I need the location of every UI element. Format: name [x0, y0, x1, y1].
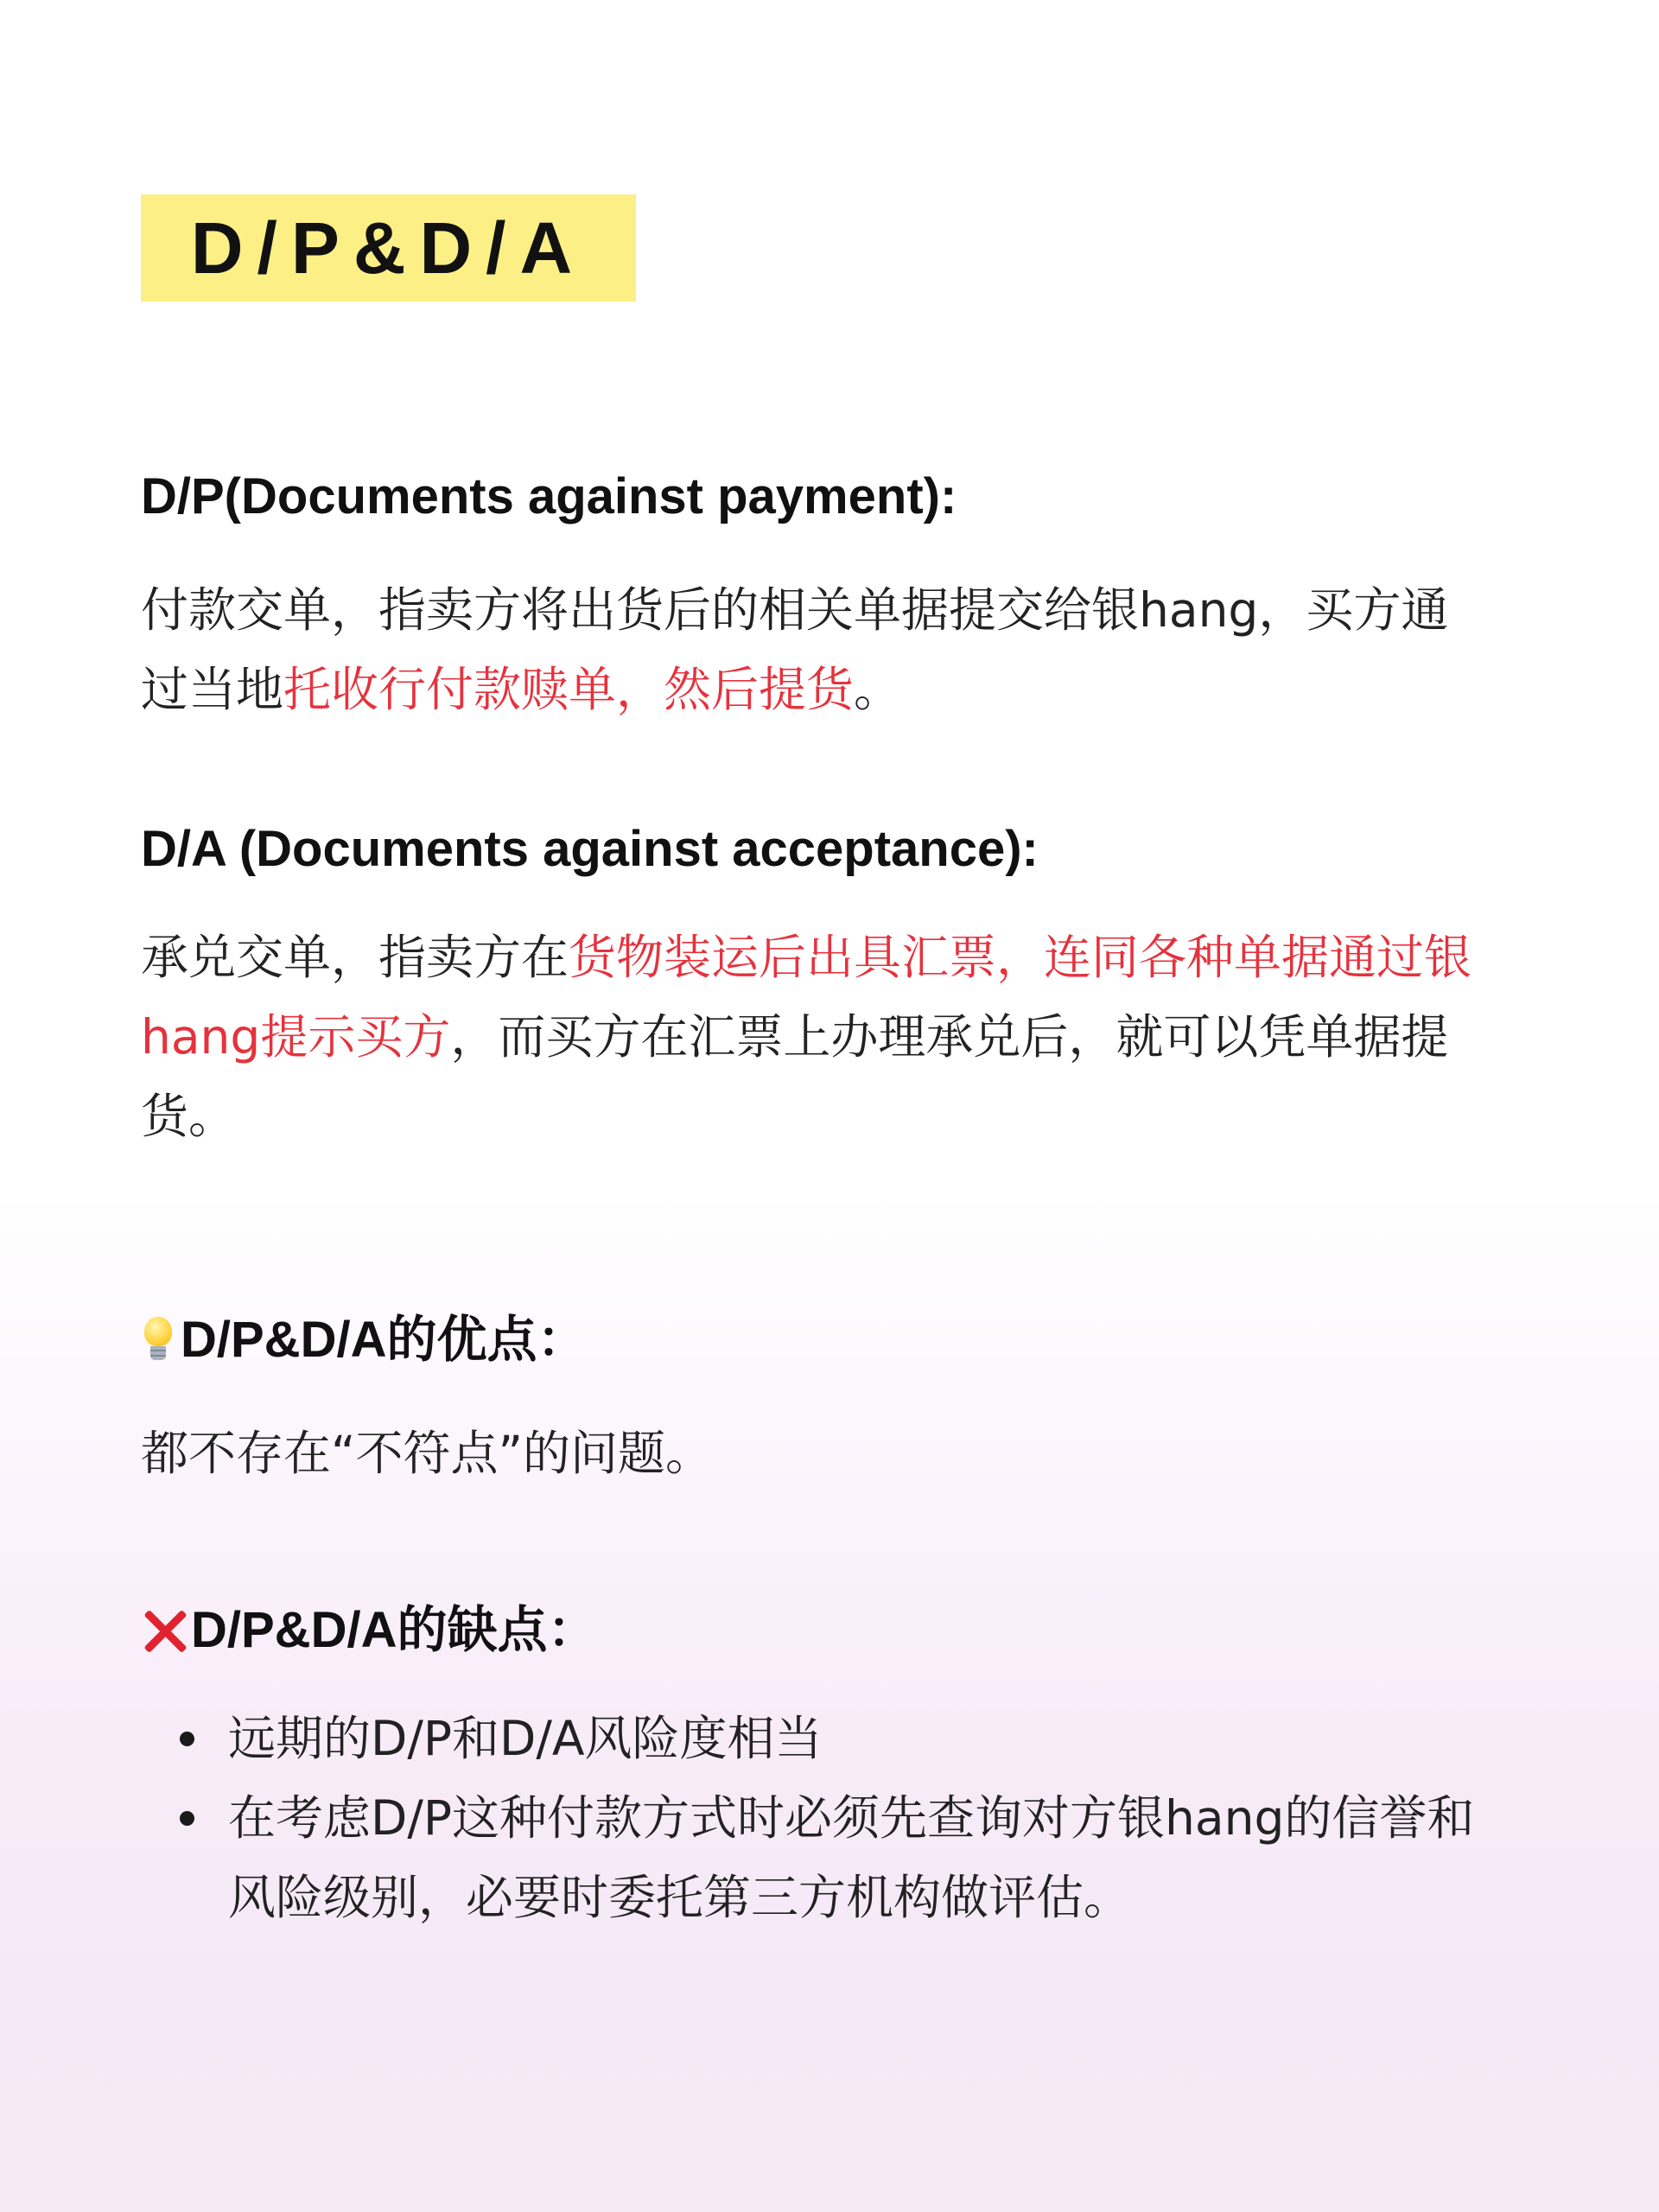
page-title: D/P&D/A — [190, 207, 587, 289]
da-heading-text: D/A (Documents against acceptance): — [141, 821, 1039, 877]
disadvantages-list — [141, 1699, 1489, 1937]
disadvantages-heading-text: D/P&D/A的缺点： — [191, 1602, 598, 1658]
bullet-dot-icon — [180, 1811, 194, 1826]
list-item — [141, 1778, 1489, 1937]
list-item-text: 在考虑D/P这种付款方式时必须先查询对方银hang的信誉和风险级别，必要时委托第三方机构做评估。 — [228, 1790, 1475, 1925]
da-heading — [141, 819, 1039, 880]
advantages-heading-text: D/P&D/A的优点： — [181, 1312, 588, 1368]
advantages-heading — [141, 1310, 587, 1370]
da-description — [141, 918, 1489, 1156]
disadvantages-heading — [141, 1600, 597, 1661]
title-badge — [141, 194, 636, 302]
dp-heading-text: D/P(Documents against payment): — [141, 468, 957, 524]
dp-text-part-2: 。 — [854, 662, 902, 717]
advantages-text: 都不存在“不符点”的问题。 — [141, 1426, 713, 1481]
dp-text-part-1: 付款交单，指卖方将出货后的相关单据提交给银hang，买方通过当地 — [141, 582, 1449, 717]
dp-heading — [141, 467, 957, 527]
da-text-part-2: ，而买方在汇票上办理承兑后，就可以凭单据提货。 — [141, 1009, 1449, 1144]
list-item-text: 远期的D/P和D/A风险度相当 — [228, 1711, 823, 1766]
light-bulb-icon — [141, 1315, 175, 1365]
dp-description — [141, 570, 1489, 729]
da-text-highlight: 货物装运后出具汇票，连同各种单据通过银hang提示买方 — [141, 930, 1472, 1065]
bullet-dot-icon — [180, 1732, 194, 1746]
da-text-part-1: 承兑交单，指卖方在 — [141, 930, 569, 985]
dp-text-highlight: 托收行付款赎单，然后提货 — [283, 662, 855, 717]
list-item — [141, 1699, 1489, 1778]
red-cross-icon — [141, 1606, 189, 1655]
